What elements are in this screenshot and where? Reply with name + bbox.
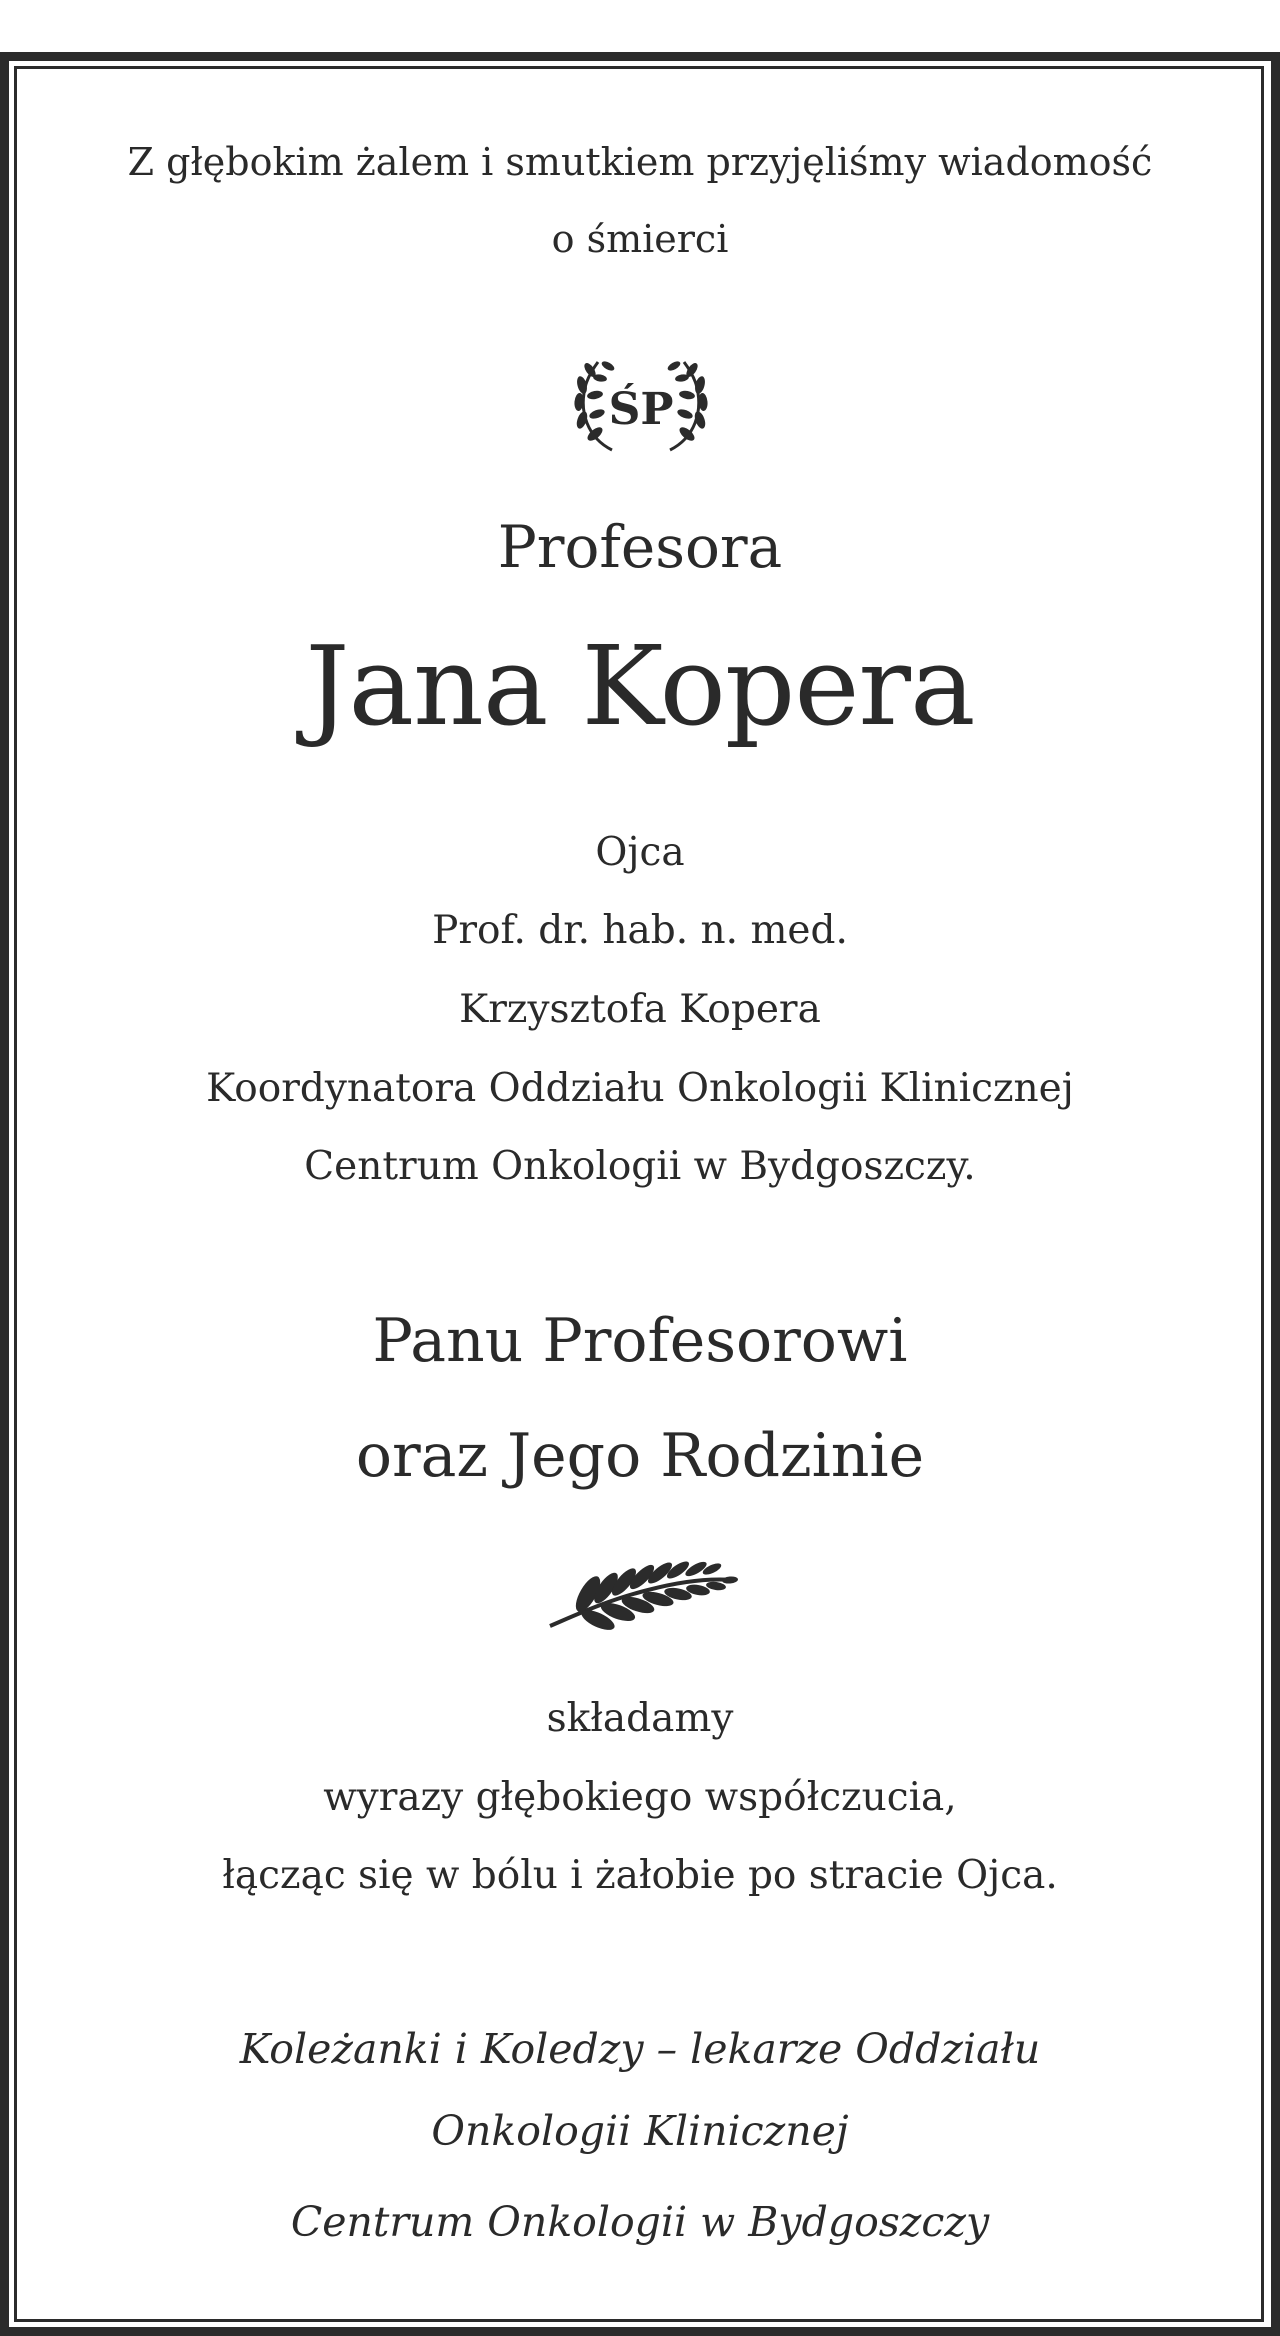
- wheat-leaf-icon: [548, 1556, 738, 1632]
- deceased-name: Jana Kopera: [305, 622, 975, 750]
- relation-line-1: Ojca: [595, 830, 685, 875]
- laurel-wreath-icon: [568, 350, 714, 462]
- intro-line-1: Z głębokim żalem i smutkiem przyjęliśmy wiadomość: [127, 140, 1153, 184]
- relation-line-5: Centrum Onkologii w Bydgoszczy.: [304, 1144, 976, 1189]
- signature-line-3: Centrum Onkologii w Bydgoszczy: [290, 2198, 990, 2246]
- condolence-line-2: wyrazy głębokiego współczucia,: [323, 1775, 957, 1820]
- signature-line-2: Onkologii Klinicznej: [431, 2107, 849, 2155]
- relation-line-4: Koordynatora Oddziału Onkologii Klinicznej: [206, 1066, 1074, 1111]
- condolence-line-3: łącząc się w bólu i żałobie po stracie Ojca.: [222, 1853, 1058, 1898]
- address-line-1: Panu Profesorowi: [372, 1306, 908, 1376]
- address-line-2: oraz Jego Rodzinie: [355, 1421, 925, 1491]
- deceased-title: Profesora: [497, 513, 783, 581]
- signature-line-1: Koleżanki i Koledzy – lekarze Oddziału: [239, 2025, 1041, 2073]
- emblem-text: ŚP: [608, 384, 674, 435]
- relation-line-2: Prof. dr. hab. n. med.: [432, 908, 848, 953]
- intro-line-2: o śmierci: [551, 217, 729, 261]
- relation-line-3: Krzysztofa Kopera: [459, 987, 821, 1032]
- condolence-line-1: składamy: [546, 1696, 734, 1741]
